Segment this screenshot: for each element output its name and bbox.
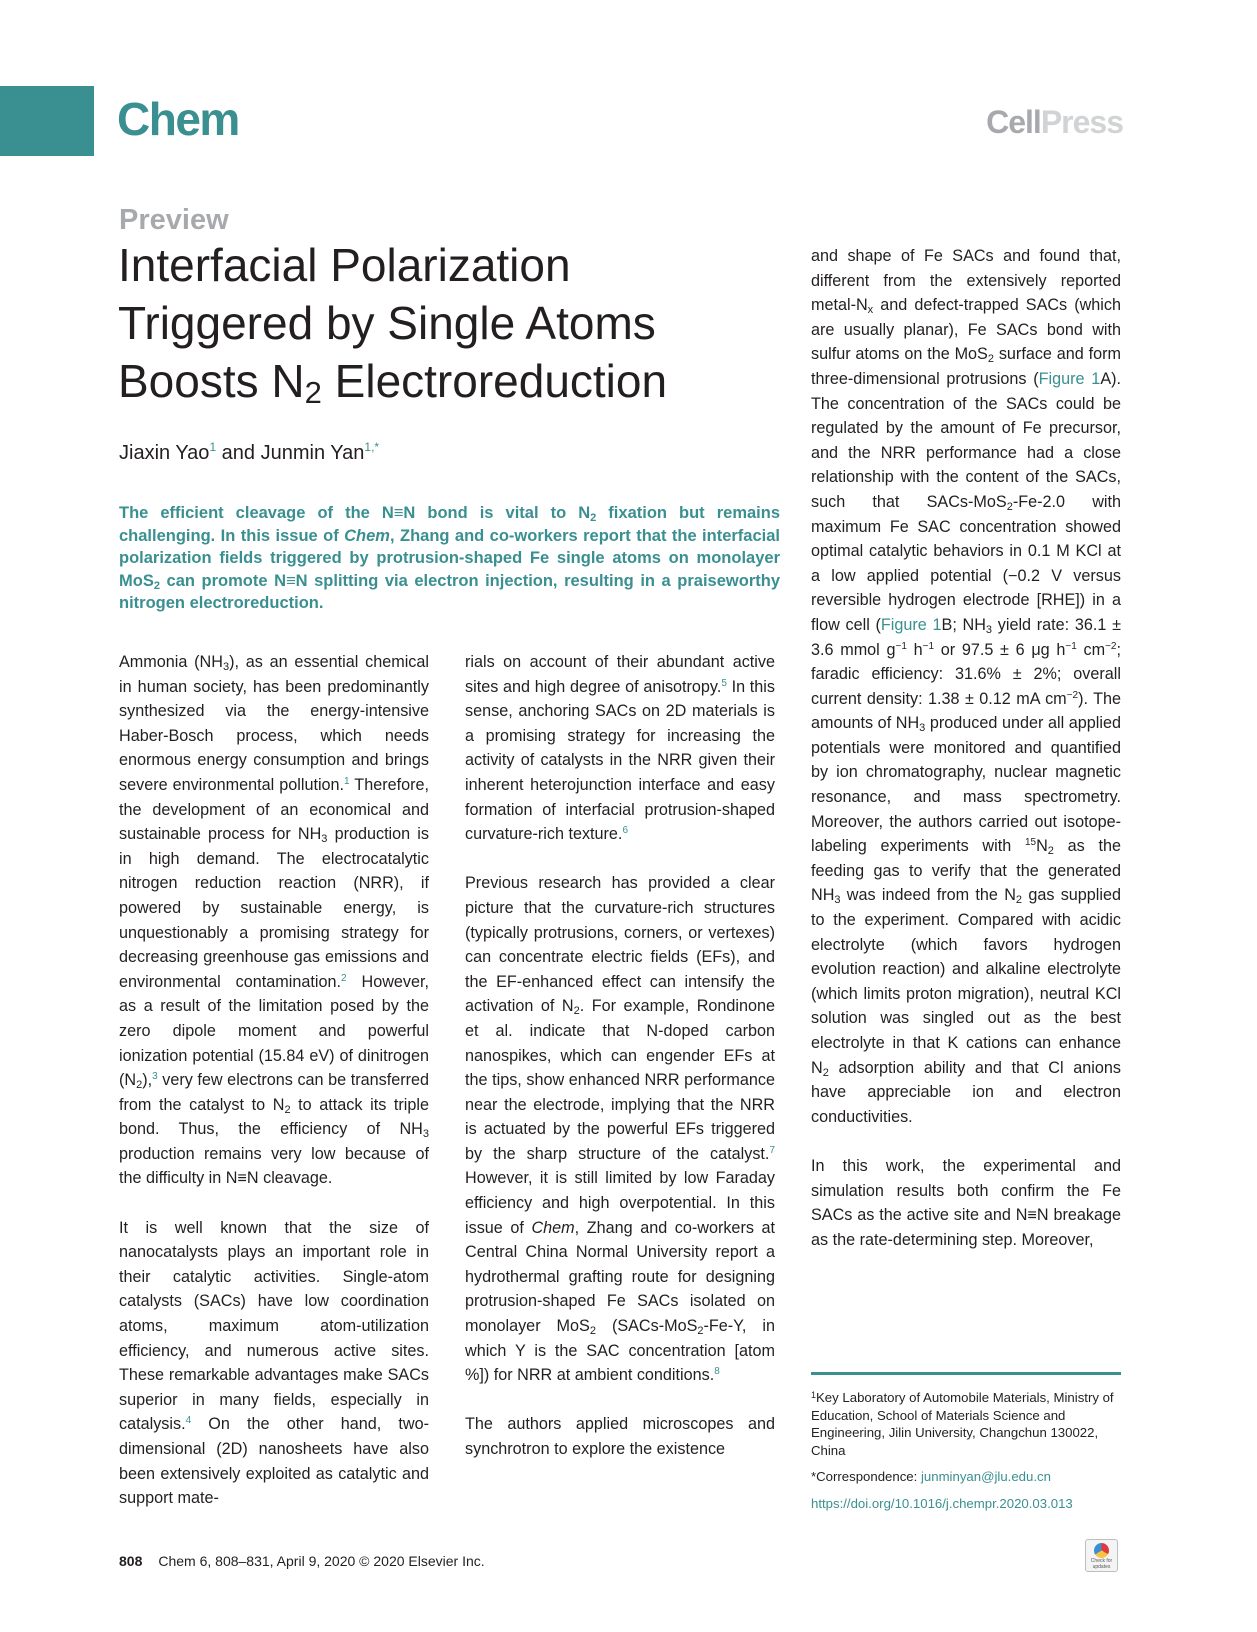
citation-ref[interactable]: 4	[185, 1415, 192, 1427]
body-text: ). The amounts of NH	[811, 689, 1121, 733]
badge-text: Check for	[1090, 1558, 1113, 1564]
journal-name: Chem	[531, 1218, 575, 1237]
citation-ref[interactable]: 8	[714, 1366, 720, 1378]
body-text: ; faradic efficiency: 31.6% ± 2%; overall current density: 1.38 ± 0.12 mA cm	[811, 640, 1121, 708]
subscript: 3	[834, 894, 841, 907]
footnotes	[811, 1389, 1121, 1513]
body-text: rials on account of their abundant active sites and high degree of anisotropy.	[465, 653, 775, 696]
body-text: yield rate: 36.1 ± 3.6 mmol g	[811, 615, 1121, 659]
subscript: 2	[284, 1103, 291, 1116]
body-text: and defect-trapped SACs (which are usually planar), Fe SACs bond with sulfur atoms on the MoS	[811, 296, 1121, 364]
subscript: 2	[1006, 500, 1013, 513]
body-text: surface and form three-dimensional protrusions (	[811, 345, 1121, 388]
citation-line: Chem 6, 808–831, April 9, 2020 © 2020 Elsevier Inc.	[158, 1553, 485, 1569]
subscript: 2	[590, 512, 597, 524]
body-text: , Zhang and co-workers at Central China Normal University report a hydrothermal grafting route for designing protrusion-shaped Fe SACs isolated on monolayer MoS	[465, 1218, 775, 1336]
section-label: Preview	[119, 204, 229, 236]
page-footer	[119, 1553, 485, 1569]
abstract-text: can promote N≡N splitting via electron injection, resulting in a praiseworthy nitrogen electroreduction.	[119, 571, 780, 612]
body-text: as the feeding gas to verify that the generated NH	[811, 837, 1121, 905]
subscript: 2	[987, 353, 994, 366]
subscript: 3	[919, 722, 926, 735]
body-column-2	[465, 650, 775, 1462]
journal-logo: Chem	[117, 93, 239, 145]
body-text: However, as a result of the limitation posed by the zero dipole moment and powerful ionization potential (15.84 eV) of dinitrogen (N	[119, 972, 429, 1090]
page-number: 808	[119, 1553, 143, 1569]
abstract	[119, 502, 780, 615]
title-line-2: Triggered by Single Atoms	[118, 297, 656, 349]
author-name: Jiaxin Yao	[119, 442, 210, 464]
body-text: gas supplied to the experiment. Compared with acidic electrolyte (which favors hydrogen evolution reaction) and alkaline electrolyte (which limits proton migration), neutral KCl solution was singled out as the best electrolyte in that K cations can enhance N	[811, 886, 1121, 1077]
title-text: Electroreduction	[321, 355, 668, 407]
correspondence-label: *Correspondence:	[811, 1469, 921, 1485]
author-name: Junmin Yan	[260, 442, 365, 464]
superscript: −1	[1065, 640, 1077, 652]
body-column-3	[811, 244, 1121, 1252]
journal-color-bar	[0, 86, 94, 156]
title-line-3	[118, 355, 668, 410]
subscript: 2	[153, 579, 160, 592]
affiliation-ref[interactable]: 1,*	[364, 440, 380, 454]
subscript: 3	[222, 661, 230, 673]
body-text: On the other hand, two-dimensional (2D) nanosheets have also been extensively exploited as catalytic and support mate-	[119, 1415, 429, 1508]
affiliation-number: 1	[811, 1390, 817, 1400]
body-text: N	[1036, 837, 1048, 856]
body-text: cm	[1076, 640, 1106, 659]
body-text: to attack its triple bond. Thus, the efficiency of NH	[119, 1095, 430, 1139]
figure-link[interactable]: Figure 1	[1038, 369, 1101, 388]
affiliation-note	[811, 1389, 1121, 1459]
paragraph	[465, 650, 775, 847]
paragraph	[465, 1412, 775, 1461]
superscript: −1	[895, 640, 907, 652]
subscript: 2	[136, 1079, 143, 1092]
subscript: 2	[697, 1325, 704, 1338]
publisher-logo-part2: Press	[1040, 104, 1123, 140]
publisher-logo-part1: Cell	[986, 104, 1041, 140]
citation-ref[interactable]: 5	[721, 677, 727, 689]
abstract-text: , Zhang and co-workers report that the interfacial polarization fields triggered by protrusion-shaped Fe single atoms on monolayer MoS	[119, 526, 780, 590]
affiliation-text: Key Laboratory of Automobile Materials, Ministry of Education, School of Materials Science and Engineering, Jilin University, Changchun 130022, China	[811, 1390, 1114, 1458]
subscript: x	[867, 304, 874, 317]
body-text: The authors applied microscopes and synchrotron to explore the existence	[465, 1415, 775, 1458]
body-text: -Fe-2.0 with maximum Fe SAC concentration showed optimal catalytic behaviors in 0.1 M KCl at a low applied potential (−0.2 V versus reversible hydrogen electrode [RHE]) in a flow cell (	[811, 492, 1121, 634]
doi-link[interactable]: https://doi.org/10.1016/j.chempr.2020.03.013	[811, 1495, 1073, 1511]
citation-ref[interactable]: 6	[622, 825, 628, 837]
superscript: −2	[1105, 640, 1117, 652]
check-updates-icon	[1094, 1543, 1109, 1558]
badge-text: updates	[1092, 1564, 1111, 1570]
subscript: 3	[985, 623, 993, 636]
author-connector: and	[216, 442, 261, 464]
body-text: production remains very low because of the difficulty in N≡N cleavage.	[119, 1144, 429, 1188]
body-text: Ammonia (NH	[119, 653, 223, 671]
citation-ref[interactable]: 2	[340, 972, 347, 984]
paragraph	[811, 1154, 1121, 1252]
figure-link[interactable]: Figure 1	[880, 615, 942, 634]
email-link[interactable]: junminyan@jlu.edu.cn	[920, 1469, 1051, 1485]
citation-ref[interactable]: 1	[344, 775, 350, 787]
superscript: 15	[1024, 837, 1037, 849]
subscript: 2	[589, 1325, 596, 1338]
body-column-1	[119, 650, 429, 1511]
abstract-text: fixation but remains challenging. In this issue of	[119, 504, 781, 545]
body-text: produced under all applied potentials were monitored and quantified by ion chromatography, nuclear magnetic resonance, and mass spectrometry. Moreover, the authors carried out isotope-labeling experiments with	[811, 714, 1121, 856]
body-text: ),	[142, 1071, 153, 1090]
body-text: ), as an essential chemical in human society, has been predominantly synthesized via the energy-intensive Haber-Bosch process, which needs enormous energy consumption and brings severe environmental pollution.	[119, 653, 429, 794]
correspondence-note	[811, 1468, 1121, 1486]
subscript: 2	[304, 375, 322, 410]
body-text: or 97.5 ± 6 μg h	[934, 640, 1066, 659]
body-text: adsorption ability and that Cl anions have appreciable ion and electron conductivities.	[811, 1058, 1121, 1126]
body-text: (SACs-MoS	[595, 1317, 698, 1336]
body-text: Therefore, the development of an economical and sustainable process for NH	[119, 775, 429, 844]
subscript: 2	[822, 1066, 829, 1079]
footnote-divider	[811, 1372, 1121, 1375]
subscript: 2	[573, 1005, 580, 1018]
author-list	[119, 442, 379, 465]
affiliation-ref[interactable]: 1	[209, 440, 217, 454]
body-text: and shape of Fe SACs and found that, different from the extensively reported metal-N	[811, 247, 1121, 315]
citation-ref[interactable]: 7	[769, 1144, 775, 1156]
body-text: It is well known that the size of nanocatalysts plays an important role in their catalytic activities. Single-atom catalysts (SACs) have low coordination atoms, maximum atom-utilization efficiency, and numerous active sites. These remarkable advantages make SACs superior in many fields, especially in catalysis.	[119, 1218, 429, 1434]
publisher-logo	[986, 104, 1123, 141]
paragraph	[811, 244, 1121, 1129]
body-text: B; NH	[941, 615, 986, 634]
paragraph	[119, 650, 429, 1191]
body-text: . For example, Rondinone et al. indicate that N-doped carbon nanospikes, which can engender EFs at the tips, show enhanced NRR performance near the electrode, implying that the NRR is actuated by the powerful EFs triggered by the sharp structure of the catalyst.	[465, 997, 775, 1163]
paragraph	[465, 871, 775, 1387]
abstract-text: The efficient cleavage of the N≡N bond is vital to N	[119, 504, 591, 522]
journal-name: Chem	[344, 526, 390, 545]
subscript: 3	[321, 833, 328, 846]
subscript: 2	[1015, 894, 1023, 907]
body-text: Previous research has provided a clear picture that the curvature-rich structures (typically protrusions, corners, or vertexes) can concentrate electric fields (EFs), and the EF-enhanced effect can intensify the activation of N	[465, 874, 775, 1016]
citation-ref[interactable]: 3	[152, 1071, 158, 1083]
check-for-updates-badge[interactable]	[1085, 1539, 1118, 1572]
title-text: Boosts N	[118, 355, 305, 407]
body-text: In this work, the experimental and simulation results both confirm the Fe SACs as the active site and N≡N breakage as the rate-determining step. Moreover,	[811, 1156, 1121, 1249]
paragraph	[119, 1216, 429, 1511]
body-text: was indeed from the N	[840, 886, 1016, 905]
article-title	[118, 236, 768, 422]
subscript: 3	[422, 1128, 429, 1141]
superscript: −1	[922, 640, 935, 652]
title-line-1: Interfacial Polarization	[118, 239, 571, 291]
body-text: -Fe-Y, in which Y is the SAC concentration [atom %]) for NRR at ambient conditions.	[465, 1317, 775, 1385]
subscript: 2	[1047, 845, 1054, 858]
body-text: production is in high demand. The electrocatalytic nitrogen reduction reaction (NRR), if powered by sustainable energy, is unquestionably a promising strategy for decreasing greenhouse gas emissions and environmental contamination.	[119, 825, 430, 991]
superscript: −2	[1066, 689, 1079, 701]
body-text: However, it is still limited by low Faraday efficiency and high overpotential. In this issue of	[465, 1169, 775, 1237]
body-text: In this sense, anchoring SACs on 2D materials is a promising strategy for increasing the activity of catalysts in the NRR given their inherent heterojunction interface and easy formation of interfacial protrusion-shaped curvature-rich texture.	[465, 677, 775, 844]
body-text: A). The concentration of the SACs could be regulated by the amount of Fe precursor, and the NRR performance had a close relationship with the content of the SACs, such that SACs-MoS	[811, 369, 1121, 511]
body-text: very few electrons can be transferred from the catalyst to N	[119, 1071, 429, 1114]
body-text: h	[906, 640, 923, 659]
